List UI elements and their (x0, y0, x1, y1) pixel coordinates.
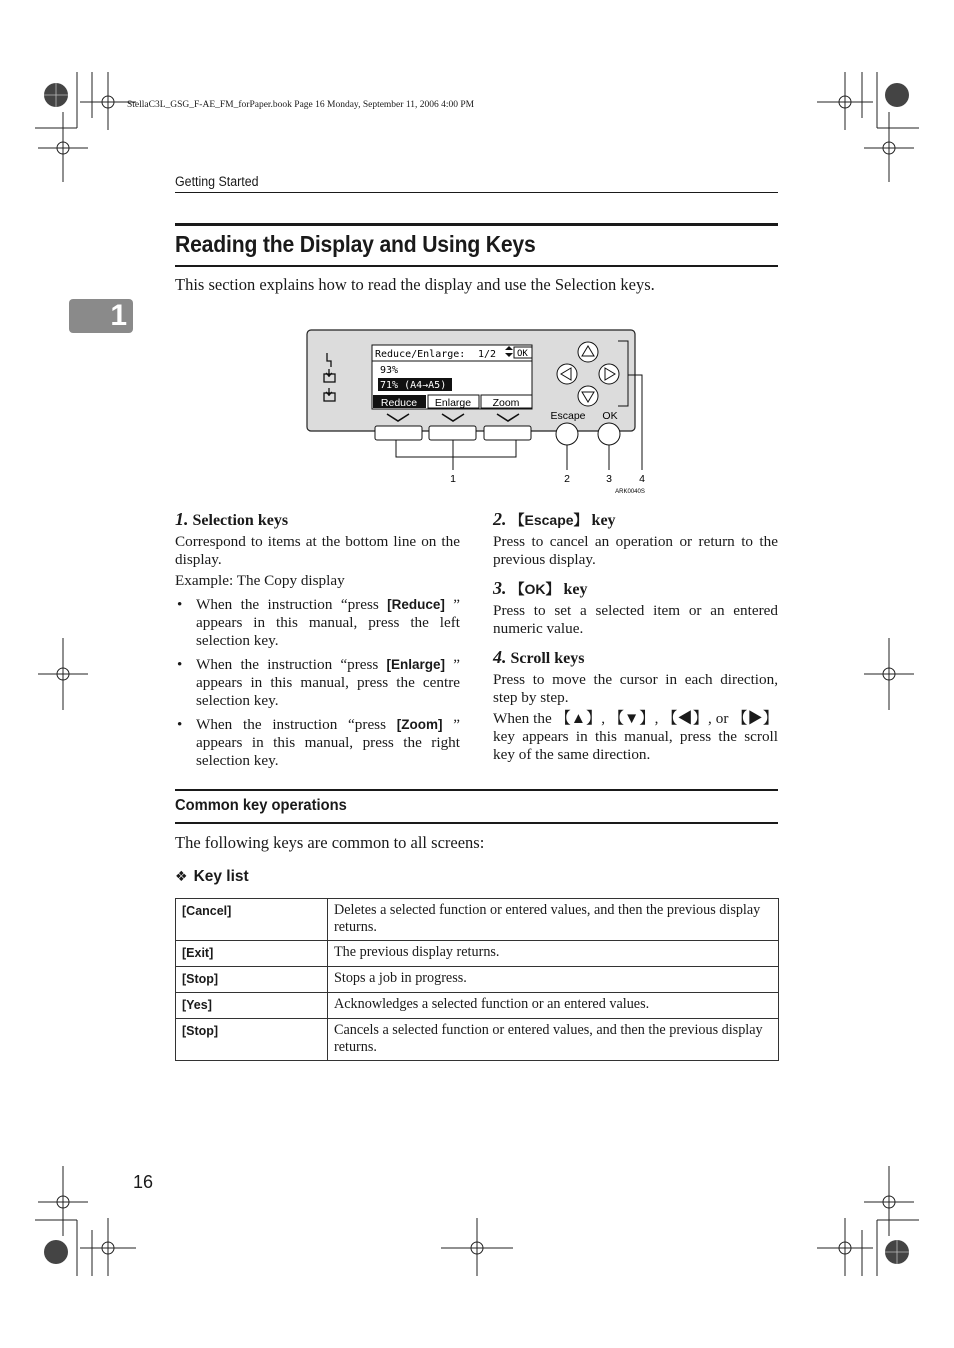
escape-key (556, 423, 578, 445)
item-3-heading: 3. 【OK】 key (493, 578, 588, 598)
callout-3: 3 (606, 473, 612, 485)
chapter-tab (69, 299, 133, 333)
item-3-text: Press to set a selected item or an entered numeric value. (493, 602, 778, 637)
page-title: Reading the Display and Using Keys (175, 231, 536, 257)
table-row: [Stop] Stops a job in progress. (176, 967, 779, 993)
chapter-number: 1 (110, 299, 127, 332)
selection-key-left (375, 426, 422, 440)
item-1-example: Example: The Copy display (175, 572, 345, 589)
item-1-bullets (175, 596, 460, 770)
list-item: • When the instruction “press [Zoom] ” appears in this manual, press the right selection key. (175, 716, 460, 770)
callout-1: 1 (450, 473, 456, 485)
key-table (175, 898, 779, 1061)
figure-code: ARK0040S (615, 489, 645, 495)
selection-key-centre (429, 426, 476, 440)
lcd-ok: OK (517, 349, 528, 359)
callout-2: 2 (564, 473, 570, 485)
item-1-heading: 1. Selection keys (175, 509, 289, 529)
item-2-heading: 2. 【Escape】 key (493, 509, 616, 529)
table-row: [Yes] Acknowledges a selected function or an entered values. (176, 993, 779, 1019)
callout-4: 4 (639, 473, 645, 485)
table-row: [Stop] Cancels a selected function or entered values, and then the previous display returns. (176, 1019, 779, 1061)
title-rule-top (175, 223, 778, 226)
softkey-label-zoom: Zoom (492, 397, 520, 409)
running-head: Getting Started (175, 174, 259, 189)
selection-key-right (484, 426, 531, 440)
item-1-text: Correspond to items at the bottom line on the display. (175, 533, 460, 568)
item-4-text-2: When the 【▲】, 【▼】, 【◀】, or 【▶】 key appears in this manual, press the scroll key of the same direction. (493, 710, 778, 763)
section-rule-bottom (175, 822, 778, 824)
table-row: [Exit] The previous display returns. (176, 941, 779, 967)
book-header: StellaC3L_GSG_F-AE_FM_forPaper.book Page 16 Monday, September 11, 2006 4:00 PM (127, 100, 475, 110)
item-4-text: Press to move the cursor in each direction, step by step. (493, 671, 778, 706)
ok-label: OK (602, 410, 618, 422)
section-title: Common key operations (175, 797, 347, 814)
item-4-heading: 4. Scroll keys (493, 647, 585, 667)
intro-text: This section explains how to read the display and use the Selection keys. (175, 275, 655, 294)
diamond-icon: ❖ (175, 869, 188, 885)
keylist-title: ❖ Key list (175, 868, 249, 885)
list-item: • When the instruction “press [Reduce] ” appears in this manual, press the left selection key. (175, 596, 460, 650)
left-column (175, 510, 460, 776)
list-item: • When the instruction “press [Enlarge] ” appears in this manual, press the centre selection key. (175, 656, 460, 710)
page-number: 16 (133, 1172, 154, 1192)
softkey-label-reduce: Reduce (380, 397, 418, 409)
table-row: [Cancel] Deletes a selected function or entered values, and then the previous display returns. (176, 899, 779, 941)
lcd-line-2: 71% (A4→A5) (380, 380, 447, 391)
lcd-page: 1/2 (478, 349, 497, 360)
item-2-text: Press to cancel an operation or return to the previous display. (493, 533, 778, 568)
title-rule-bottom (175, 265, 778, 267)
control-panel-illustration (300, 325, 660, 497)
softkey-label-enlarge: Enlarge (434, 397, 472, 409)
section-rule-top (175, 789, 778, 791)
ok-key (598, 423, 620, 445)
section-intro: The following keys are common to all screens: (175, 833, 485, 852)
header-rule (175, 192, 778, 193)
right-column (493, 510, 778, 764)
lcd-line-1: 93% (380, 365, 399, 376)
lcd-header: Reduce/Enlarge: (375, 349, 466, 360)
escape-label: Escape (550, 410, 586, 422)
